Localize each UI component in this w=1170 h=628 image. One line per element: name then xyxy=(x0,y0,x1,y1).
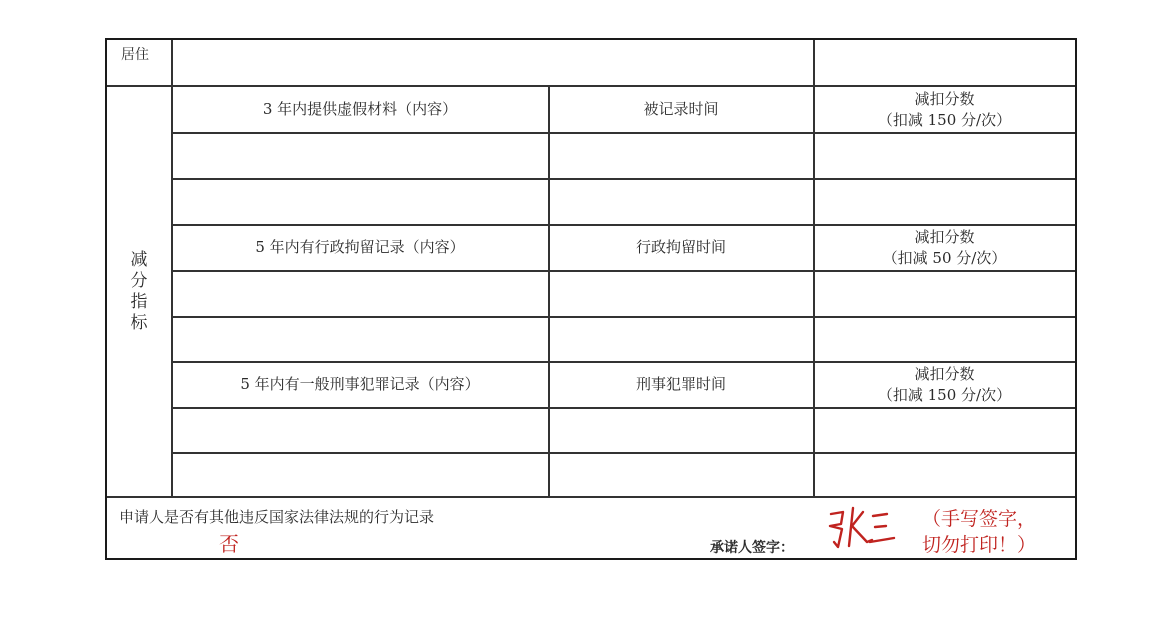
row-divider-1 xyxy=(171,132,1075,134)
residence-label: 居住 xyxy=(121,47,149,63)
deduction-note: （扣减 50 分/次） xyxy=(882,248,1007,267)
deduction-title: 减扣分数 xyxy=(914,227,975,246)
group3-content-header: 5 年内有一般刑事犯罪记录（内容） xyxy=(240,375,480,393)
group1-time-header: 被记录时间 xyxy=(643,100,719,118)
row-divider-4 xyxy=(171,270,1075,272)
section-label-char: 减 xyxy=(130,250,148,270)
row-divider-8 xyxy=(171,452,1075,454)
group1-deduction-header xyxy=(814,87,1075,132)
deduction-note: （扣减 150 分/次） xyxy=(877,385,1012,404)
section-label-char: 指 xyxy=(130,292,148,312)
other-violations-answer: 否 xyxy=(219,532,239,556)
group2-content-header: 5 年内有行政拘留记录（内容） xyxy=(255,238,465,256)
deduction-form-table xyxy=(105,38,1077,560)
other-violations-question: 申请人是否有其他违反国家法律法规的行为记录 xyxy=(119,508,435,526)
section-label-deduction-indicators xyxy=(107,250,171,334)
handwrite-note xyxy=(922,506,1036,558)
row-divider-5 xyxy=(171,316,1075,318)
group3-time-header: 刑事犯罪时间 xyxy=(635,375,726,393)
section-label-char: 标 xyxy=(130,313,148,333)
group2-time-header: 行政拘留时间 xyxy=(635,238,726,256)
deduction-title: 减扣分数 xyxy=(914,364,975,383)
section-label-char: 分 xyxy=(130,271,148,291)
handwrite-note-line2: 切勿打印！） xyxy=(922,534,1037,556)
row-divider-7 xyxy=(171,407,1075,409)
handwrite-note-line1: （手写签字， xyxy=(922,508,1037,530)
signature-label: 承诺人签字： xyxy=(710,540,794,556)
handwritten-signature xyxy=(825,502,897,554)
group1-content-header: 3 年内提供虚假材料（内容） xyxy=(262,100,458,118)
deduction-title: 减扣分数 xyxy=(914,89,975,108)
group2-deduction-header xyxy=(814,225,1075,270)
group3-deduction-header xyxy=(814,362,1075,407)
col-divider-2 xyxy=(548,86,550,496)
row-divider-2 xyxy=(171,178,1075,180)
deduction-note: （扣减 150 分/次） xyxy=(877,110,1012,129)
row-divider-footer xyxy=(107,496,1075,498)
